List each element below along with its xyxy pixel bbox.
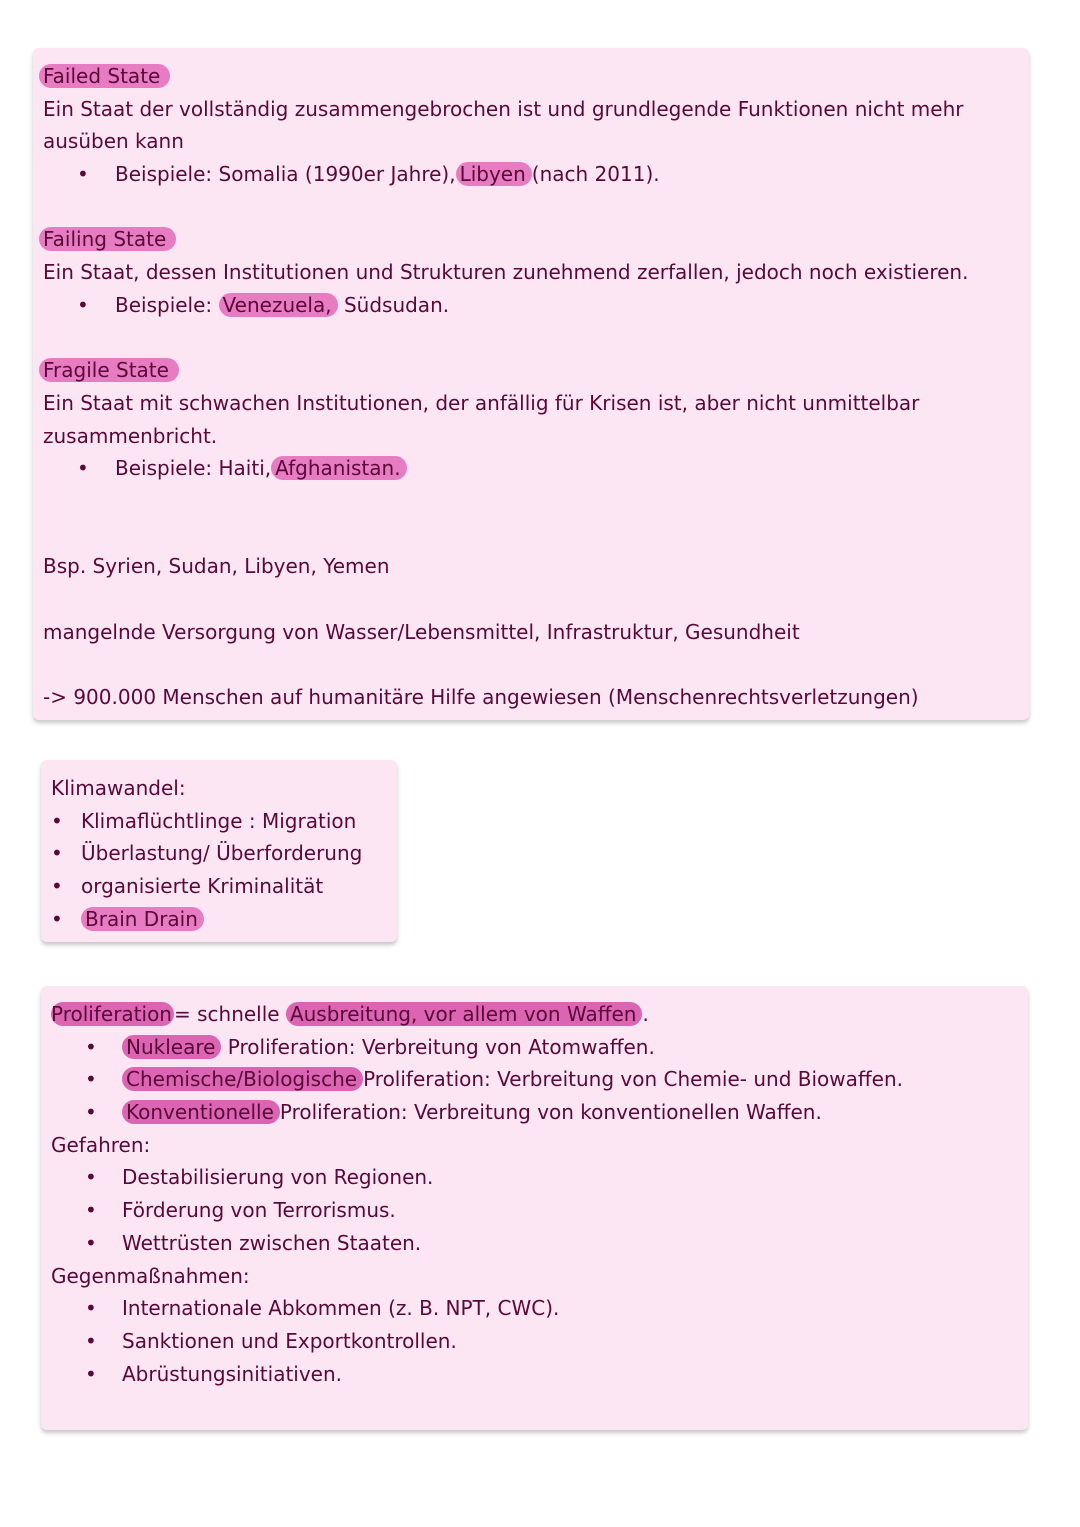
failing-state-examples: • Beispiele: Venezuela, Südsudan. — [43, 289, 1019, 322]
list-item: • Nukleare Proliferation: Verbreitung von Atomwaffen. — [51, 1031, 1018, 1064]
supply-shortage-note: mangelnde Versorgung von Wasser/Lebensmittel, Infrastruktur, Gesundheit — [43, 619, 800, 644]
dangers-heading: Gefahren: — [51, 1132, 151, 1157]
bullet-icon: • — [51, 808, 63, 833]
fragile-state-desc-1: Ein Staat mit schwachen Institutionen, der anfällig für Krisen ist, aber nicht unmittelbar — [43, 390, 920, 415]
proliferation-note-card — [41, 986, 1028, 1430]
list-item: • organisierte Kriminalität — [51, 870, 387, 903]
countermeasures-heading: Gegenmaßnahmen: — [51, 1263, 250, 1288]
bullet-icon: • — [77, 162, 89, 187]
humanitarian-aid-note: -> 900.000 Menschen auf humanitäre Hilfe angewiesen (Menschenrechtsverletzungen) — [43, 685, 919, 710]
list-item: • Internationale Abkommen (z. B. NPT, CWC). — [51, 1292, 1018, 1325]
fragile-state-heading: Fragile State — [43, 354, 1019, 387]
failed-state-heading: Failed State — [43, 60, 1019, 93]
failing-state-desc: Ein Staat, dessen Institutionen und Strukturen zunehmend zerfallen, jedoch noch existieren. — [43, 260, 969, 285]
list-item: • Destabilisierung von Regionen. — [51, 1161, 1018, 1194]
bullet-icon: • — [85, 1296, 97, 1321]
failed-state-desc-2: ausüben kann — [43, 129, 184, 154]
failing-state-heading: Failing State — [43, 223, 1019, 256]
list-item: • Chemische/Biologische Proliferation: Verbreitung von Chemie- und Biowaffen. — [51, 1063, 1018, 1096]
list-item: • Überlastung/ Überforderung — [51, 837, 387, 870]
list-item: • Förderung von Terrorismus. — [51, 1194, 1018, 1227]
list-item: • Abrüstungsinitiativen. — [51, 1358, 1018, 1391]
bullet-icon: • — [85, 1034, 97, 1059]
bullet-icon: • — [51, 841, 63, 866]
failed-state-examples: • Beispiele: Somalia (1990er Jahre), Libyen (nach 2011). — [43, 158, 1019, 191]
bullet-icon: • — [51, 906, 63, 931]
bullet-icon: • — [85, 1165, 97, 1190]
bullet-icon: • — [77, 292, 89, 317]
list-item: • Brain Drain — [51, 903, 387, 936]
fragile-state-desc-2: zusammenbricht. — [43, 423, 218, 448]
states-note-card — [33, 48, 1029, 720]
proliferation-definition: Proliferation = schnelle Ausbreitung, vor allem von Waffen . — [51, 1002, 649, 1026]
bullet-icon: • — [85, 1100, 97, 1125]
example-countries: Bsp. Syrien, Sudan, Libyen, Yemen — [43, 554, 390, 579]
bullet-icon: • — [77, 456, 89, 481]
bullet-icon: • — [51, 874, 63, 899]
bullet-icon: • — [85, 1328, 97, 1353]
failed-state-desc-1: Ein Staat der vollständig zusammengebrochen ist und grundlegende Funktionen nicht mehr — [43, 96, 964, 121]
list-item: • Wettrüsten zwischen Staaten. — [51, 1227, 1018, 1260]
climate-note-card — [41, 760, 397, 942]
fragile-state-examples: • Beispiele: Haiti, Afghanistan. — [43, 452, 1019, 485]
list-item: • Konventionelle Proliferation: Verbreitung von konventionellen Waffen. — [51, 1096, 1018, 1129]
bullet-icon: • — [85, 1361, 97, 1386]
bullet-icon: • — [85, 1198, 97, 1223]
list-item: • Klimaflüchtlinge : Migration — [51, 805, 387, 838]
bullet-icon: • — [85, 1230, 97, 1255]
bullet-icon: • — [85, 1067, 97, 1092]
list-item: • Sanktionen und Exportkontrollen. — [51, 1325, 1018, 1358]
climate-heading: Klimawandel: — [51, 776, 186, 800]
